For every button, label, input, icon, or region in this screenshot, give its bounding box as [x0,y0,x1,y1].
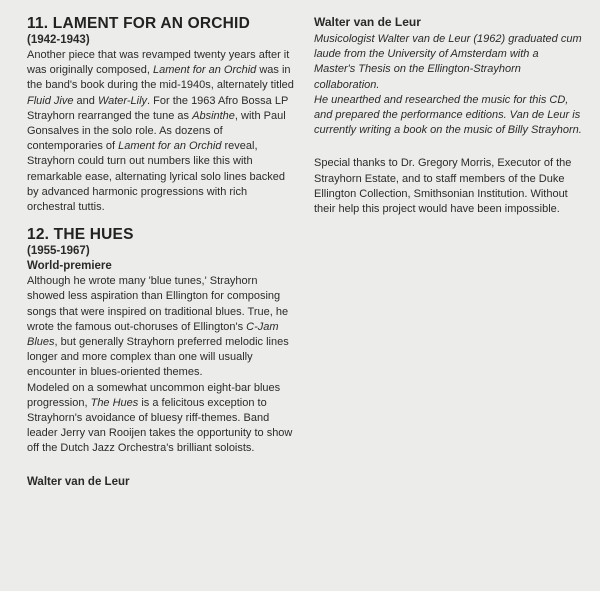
section-title: 12. THE HUES [27,226,134,244]
italic-title: Water-Lily [97,94,148,107]
section-title: 11. LAMENT FOR AN ORCHID [27,15,250,32]
section-subtitle: World-premiere [27,260,112,273]
section-hues [27,225,297,456]
author-bio: Musicologist Walter van de Leur (1962) graduated cum laude from the University of Amsterdam with a Master's Thesis on the Ellington-Strayhorn collaboration. [314,33,582,91]
section-body-continued: Modeled on a somewhat uncommon eight-bar blues progression, The Hues is a felicitous exception to Strayhorn's avoidance of bluesy riff-themes. Band leader Jerry van Rooijen takes the opportunity to show off the Dutch Jazz Orchestra's brilliant soloists. [27,381,293,455]
italic-title: Absinthe [192,109,235,122]
section-years: (1942-1943) [27,34,90,46]
section-lament [27,14,297,215]
right-column [314,14,582,217]
acknowledgements: Special thanks to Dr. Gregory Morris, Executor of the Strayhorn Estate, and to staff members of the Duke Ellington Collection, Smithsonian Institution. Without their help this project would have been impossible. [314,157,572,216]
italic-title: Fluid Jive [27,94,74,107]
signature: Walter van de Leur [27,475,130,488]
section-body: Another piece that was revamped twenty years after it was originally composed, Lament for an Orchid was in the band's book during the mid-1940s, alternately titled Fluid Jive and Water-Lily. For the 1963 Afro Bossa LP Strayhorn rearranged the tune as Absinthe, with Paul Gonsalves in the solo role. As dozens of contemporaries of Lament for an Orchid reveal, Strayhorn could turn out numbers like this with remarkable ease, alternating lyrical solo lines backed by advanced harmonic progressions with rich orchestral tuttis. [27,49,294,214]
italic-title: Lament for an Orchid [118,140,222,153]
author-bio-continued: He unearthed and researched the music for this CD, and prepared the performance editions. Van de Leur is currently writing a book on the music of Billy Strayhorn. [314,93,582,137]
italic-title: C-Jam Blues [27,320,279,349]
left-column [27,14,297,490]
section-body: Although he wrote many 'blue tunes,' Strayhorn showed less aspiration than Ellington for composing songs that were inspired on traditional blues. True, he wrote the famous out-choruses of Ellington's C-Jam Blues, but generally Strayhorn preferred melodic lines longer and more complex than one will usually encounter in blues-oriented themes. [27,275,289,379]
section-years: (1955-1967) [27,245,90,258]
italic-title: The Hues [90,396,139,409]
italic-title: Lament for an Orchid [152,64,257,77]
author-name: Walter van de Leur [314,15,421,29]
